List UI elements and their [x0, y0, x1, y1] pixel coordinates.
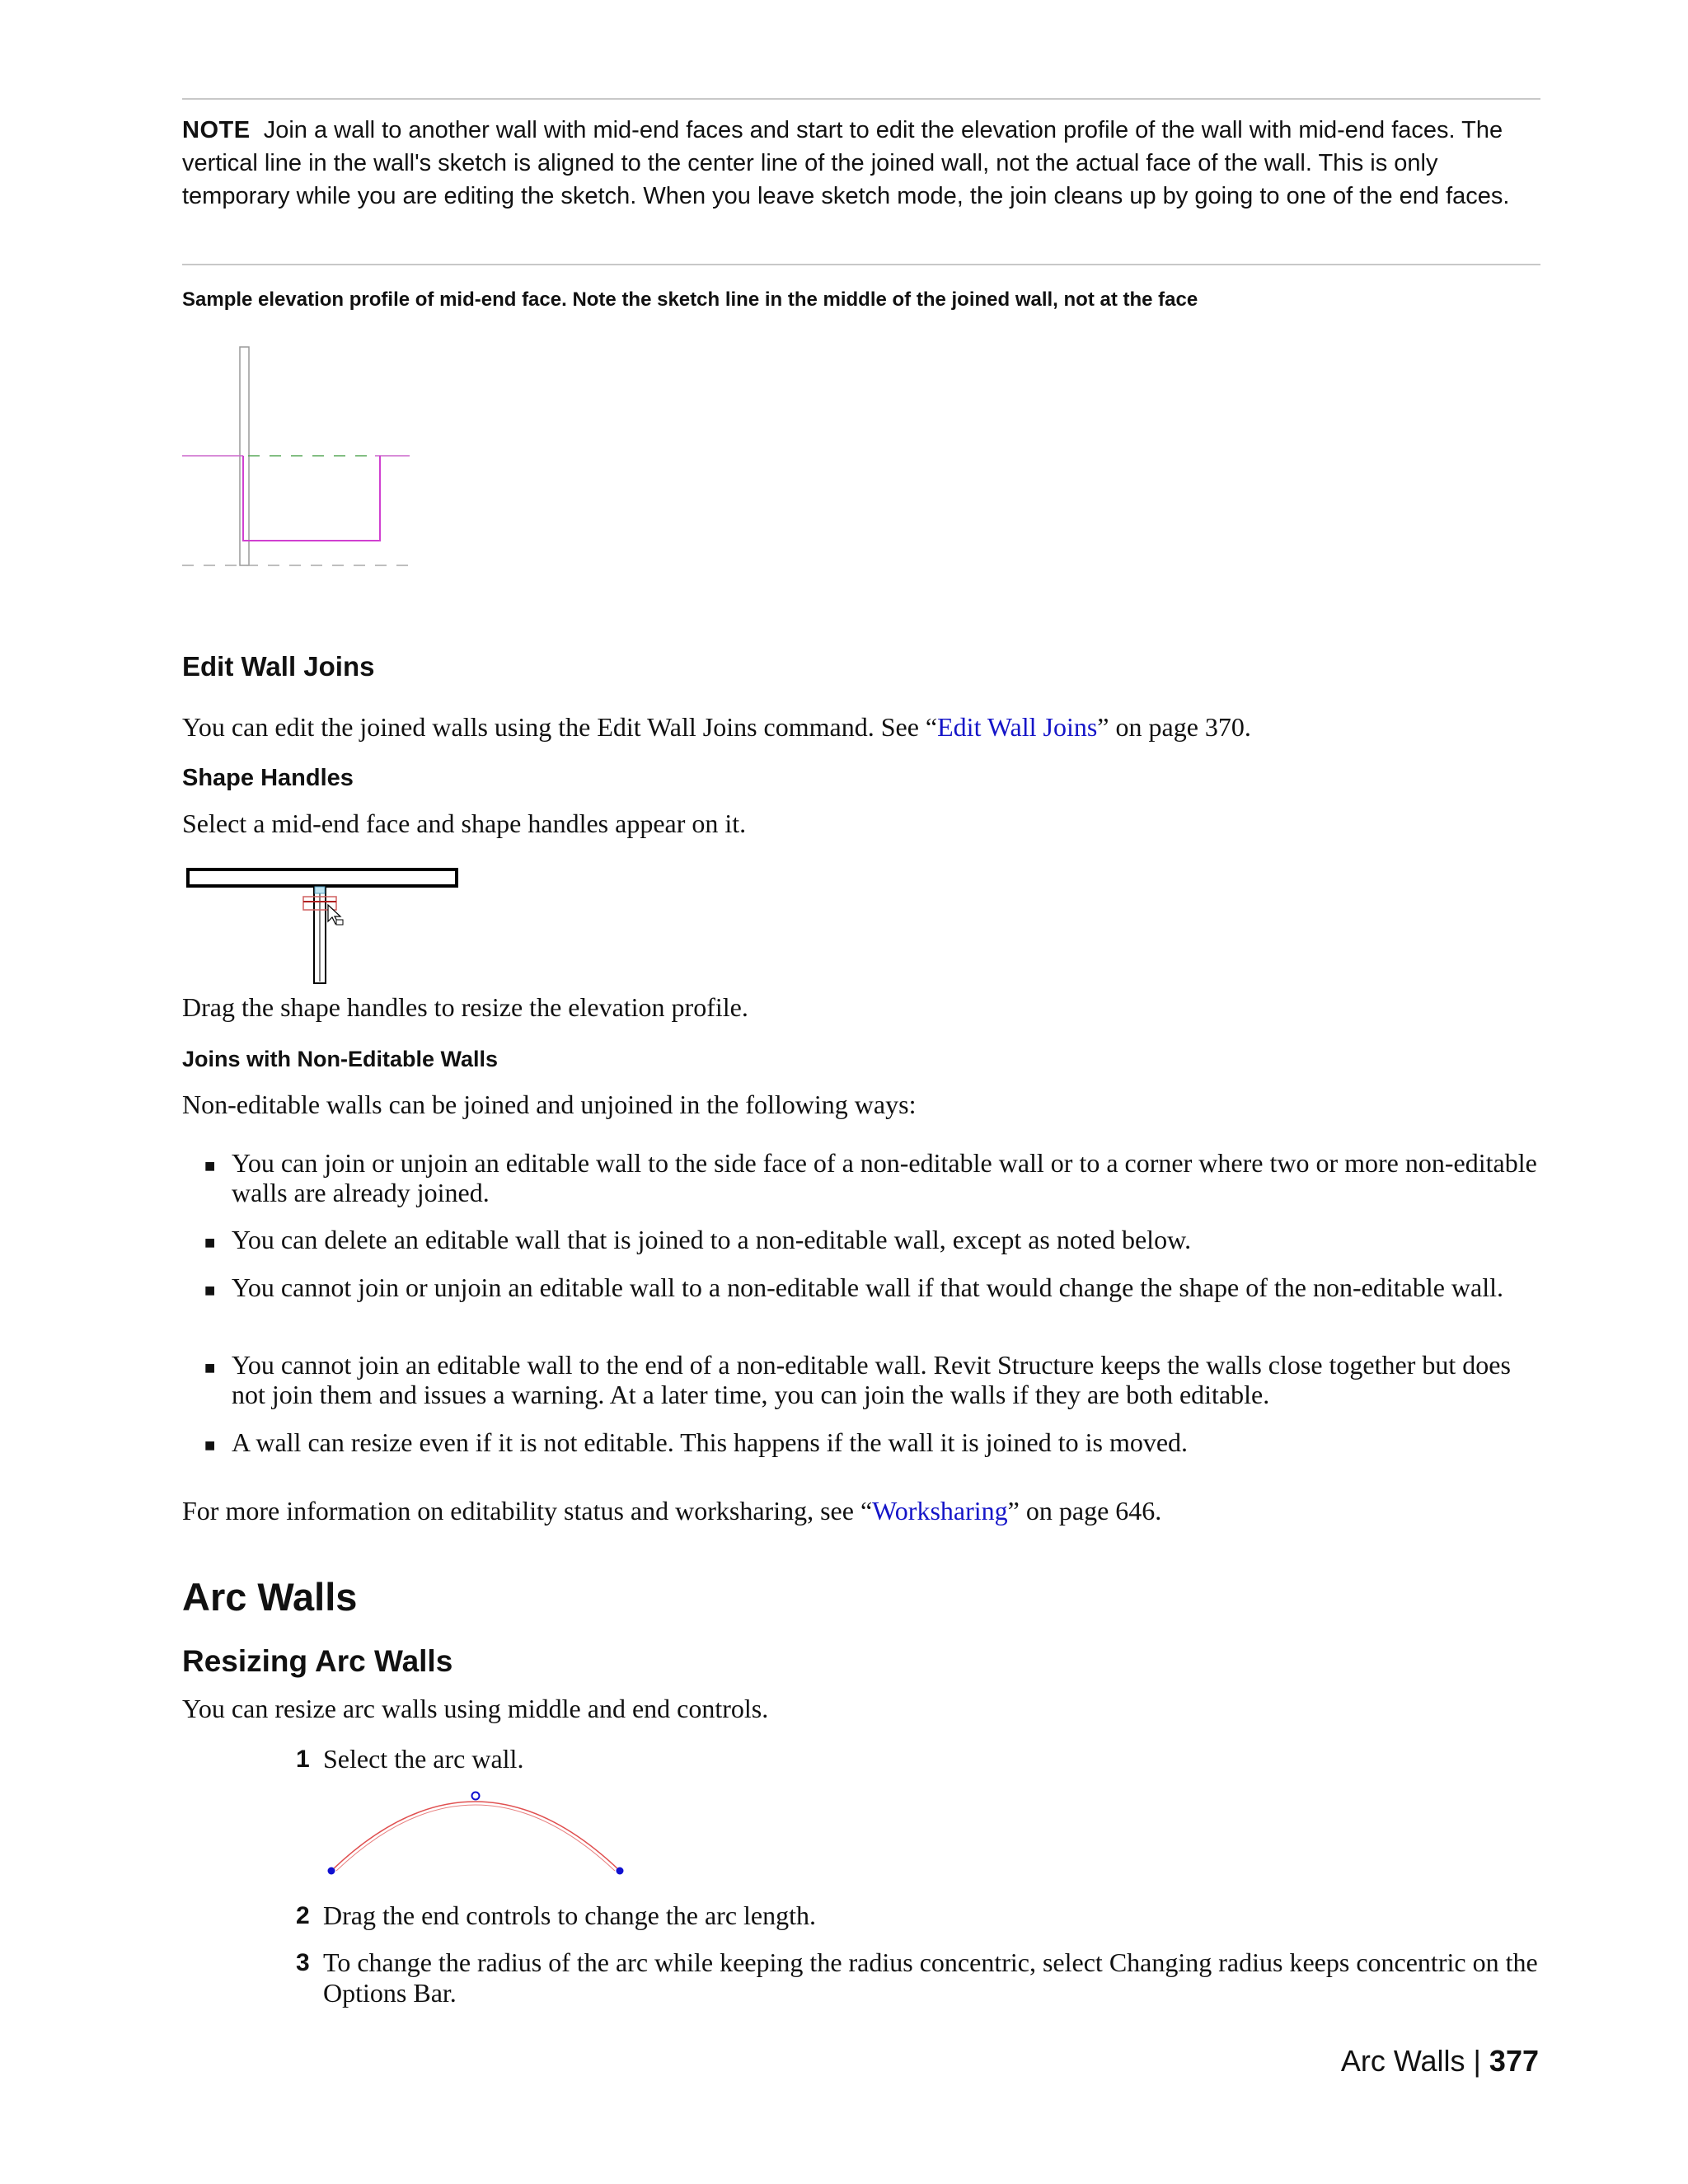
more-info-text-after: ” on page 646. [1007, 1496, 1162, 1526]
edit-wall-joins-text-after: ” on page 370. [1097, 712, 1251, 742]
step-text: Drag the end controls to change the arc length. [323, 1900, 816, 1930]
resizing-arc-walls-heading: Resizing Arc Walls [182, 1644, 453, 1678]
note-bottom-rule [182, 264, 1540, 265]
bullet-marker: ■ [204, 1357, 216, 1378]
footer-section: Arc Walls [1340, 2044, 1465, 2078]
arc-wall-inner [336, 1805, 615, 1871]
figure-caption: Sample elevation profile of mid-end face. Note the sketch line in the middle of the joined wall, not at the face [182, 288, 1198, 311]
bullet-item: You can delete an editable wall that is joined to a non-editable wall, except as noted below. [232, 1225, 1192, 1254]
edit-wall-joins-link[interactable]: Edit Wall Joins [937, 712, 1098, 742]
bullet-item: You cannot join or unjoin an editable wall to a non-editable wall if that would change the shape of the non-editable wall. [232, 1272, 1503, 1302]
more-info-paragraph [182, 1495, 1540, 1526]
elevation-profile-figure [177, 342, 416, 573]
non-editable-intro: Non-editable walls can be joined and unjoined in the following ways: [182, 1090, 917, 1119]
page-number: 377 [1489, 2044, 1539, 2078]
bullet-item: You cannot join an editable wall to the end of a non-editable wall. Revit Structure keeps the walls close together but does not join them and issues a warning. At a later time, you can join the walls if they are both editable. [232, 1350, 1511, 1409]
note-block [182, 114, 1540, 213]
end-control-left [328, 1868, 335, 1875]
step-number: 2 [296, 1902, 310, 1929]
footer-separator: | [1473, 2044, 1481, 2078]
shape-handles-heading: Shape Handles [182, 765, 354, 791]
shape-handles-text: Select a mid-end face and shape handles appear on it. [182, 808, 747, 838]
edit-wall-joins-text-before: You can edit the joined walls using the Edit Wall Joins command. See “ [182, 712, 938, 742]
bullet-marker: ■ [204, 1232, 216, 1253]
bullet-marker: ■ [204, 1435, 216, 1455]
more-info-text-before: For more information on editability status and worksharing, see “ [182, 1496, 873, 1526]
edit-wall-joins-heading: Edit Wall Joins [182, 651, 375, 682]
bullet-item: A wall can resize even if it is not editable. This happens if the wall it is joined to is moved. [232, 1427, 1189, 1457]
shape-handle-top [315, 887, 325, 893]
step-number: 3 [296, 1949, 310, 1976]
arc-walls-intro: You can resize arc walls using middle and end controls. [182, 1694, 769, 1723]
bullet-marker: ■ [204, 1280, 216, 1301]
note-label: NOTE [182, 117, 251, 143]
shape-handles-after-text: Drag the shape handles to resize the elevation profile. [182, 992, 748, 1022]
step-text: To change the radius of the arc while keeping the radius concentric, select Changing radius keeps concentric on the Options Bar. [323, 1947, 1538, 2008]
note-text: Join a wall to another wall with mid-end faces and start to edit the elevation profile of the wall with mid-end faces. The vertical line in the wall's sketch is aligned to the center line of the joined wall, not the actual face of the wall. This is only temporary while you are editing the sketch. When you leave sketch mode, the join cleans up by going to one of the end faces. [182, 117, 1510, 209]
sketch-profile [243, 456, 380, 541]
page-footer [1341, 2044, 1539, 2079]
end-control-right [617, 1868, 624, 1875]
host-wall [188, 869, 457, 886]
step-number: 1 [296, 1746, 310, 1773]
arc-wall-figure [323, 1787, 636, 1877]
cursor-arrow-icon [328, 905, 343, 925]
non-editable-heading: Joins with Non-Editable Walls [182, 1047, 499, 1071]
note-top-rule [182, 98, 1540, 100]
shape-handles-figure [183, 864, 463, 987]
arc-walls-heading: Arc Walls [182, 1575, 358, 1619]
arc-wall-outer [331, 1802, 620, 1871]
bullet-marker: ■ [204, 1155, 216, 1176]
worksharing-link[interactable]: Worksharing [872, 1496, 1008, 1526]
step-text: Select the arc wall. [323, 1744, 524, 1774]
edit-wall-joins-paragraph [182, 711, 1540, 743]
middle-control [472, 1793, 480, 1800]
bullet-item: You can join or unjoin an editable wall to the side face of a non-editable wall or to a corner where two or more non-editable walls are already joined. [232, 1148, 1537, 1207]
